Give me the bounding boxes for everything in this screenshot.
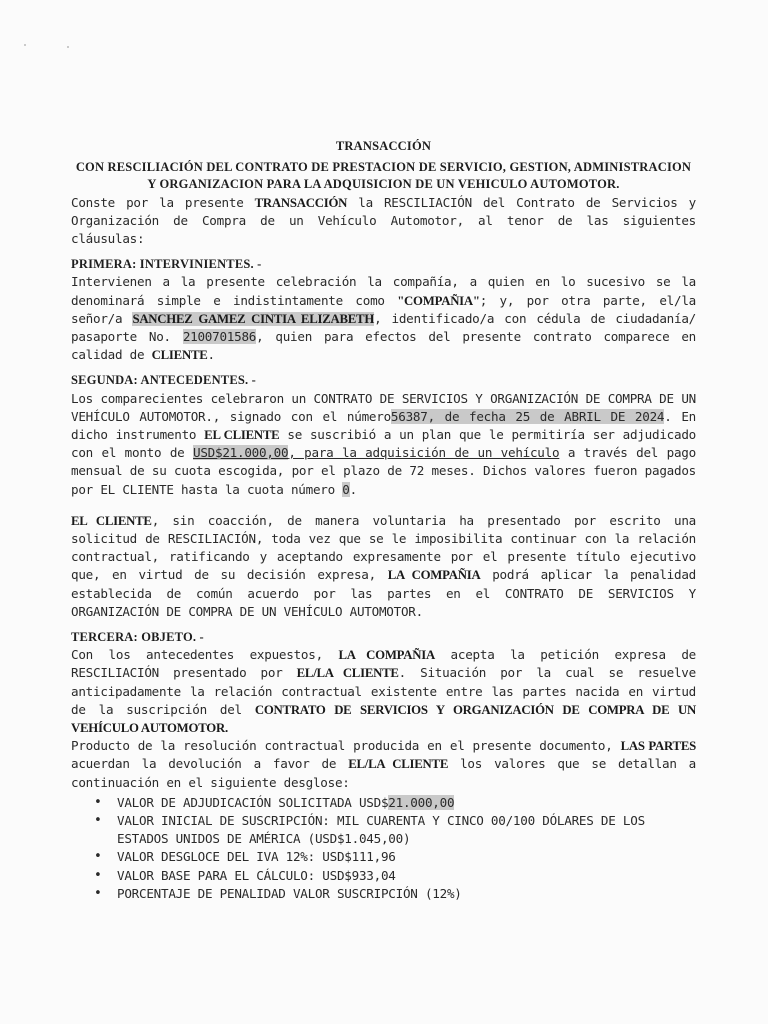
- scan-speck: [24, 44, 26, 46]
- cliente-paragraph: [71, 512, 696, 621]
- primera-text: .: [207, 347, 215, 363]
- primera-paragraph: [71, 273, 696, 364]
- cliente-bold: EL CLIENTE: [71, 513, 152, 528]
- segunda-text: Los comparecientes celebraron un CONTRATO DE SERVICIOS Y ORGANIZACIÓN DE COMPRA DE UN VEHÍCULO AUTOMOTOR., signado con el número: [71, 390, 696, 424]
- primera-text: Intervienen a la presente celebración la compañía, a quien en lo sucesivo se la denominará simple e indistintamente como: [71, 274, 696, 308]
- tercera-bold-partes: LAS PARTES: [620, 739, 696, 754]
- client-name-highlight: SANCHEZ GAMEZ CINTIA ELIZABETH: [132, 311, 375, 326]
- scan-speck: [67, 46, 69, 48]
- tercera-bold-cliente: EL/LA CLIENTE: [348, 757, 449, 772]
- primera-text: , identificado/a con cédula de ciudadanía/ pasaporte No.: [71, 310, 696, 344]
- section-heading-segunda: SEGUNDA: ANTECEDENTES. -: [71, 373, 257, 388]
- segunda-text: .: [349, 481, 357, 497]
- contract-number-highlight: 56387, de fecha 25 de ABRIL DE 2024: [390, 408, 665, 424]
- tercera-text: acuerdan la devolución a favor de: [71, 756, 349, 772]
- primera-text: , quien para efectos del presente contrato comparece en calidad de: [71, 328, 697, 363]
- tercera-text: acepta la petición expresa de RESCILIACIÓN presentado por: [71, 647, 696, 681]
- segunda-paragraph: [71, 390, 696, 499]
- section-heading-primera: PRIMERA: INTERVINIENTES. -: [71, 257, 262, 272]
- list-item: [71, 794, 696, 812]
- amount-highlight: USD$21.000,00: [193, 445, 289, 461]
- tercera-text: Con los antecedentes expuestos,: [71, 647, 339, 663]
- id-number-highlight: 2100701586: [182, 328, 257, 344]
- spacer: [71, 499, 696, 512]
- document-title: [71, 138, 696, 194]
- section-heading-tercera: TERCERA: OBJETO. -: [71, 629, 204, 644]
- intro-text: Conste por la presente: [71, 194, 255, 210]
- segunda-text: a través del pago mensual de su cuota escogida, por el plazo de 72 meses. Dichos valores fueron pagados por EL CLIENTE hasta la cuota número: [71, 445, 696, 497]
- list-item: • VALOR INICIAL DE SUSCRIPCIÓN: MIL CUARENTA Y CINCO 00/100 DÓLARES DE LOS ESTADOS UNIDOS DE AMÉRICA (USD$1.045,00): [71, 812, 696, 848]
- segunda-underlined: , para la adquisición de un vehículo: [288, 445, 560, 461]
- list-item: • PORCENTAJE DE PENALIDAD VALOR SUSCRIPCIÓN (12%): [71, 885, 696, 903]
- segunda-text: se suscribió a un plan que le permitiría ser adjudicado con el monto de: [71, 426, 696, 461]
- segunda-text: . En dicho instrumento: [71, 408, 696, 442]
- tercera-paragraph-2: [71, 737, 696, 792]
- tercera-bold: EL/LA CLIENTE: [296, 666, 399, 681]
- list-item-text: VALOR DE ADJUDICACIÓN SOLICITADA USD$: [117, 794, 389, 810]
- cliente-bold-compania: LA COMPAÑIA: [387, 568, 481, 583]
- tercera-bold-contrato: CONTRATO DE SERVICIOS Y ORGANIZACIÓN DE COMPRA DE UN VEHÍCULO AUTOMOTOR.: [71, 702, 696, 735]
- tercera-text: Producto de la resolución contractual producida en el presente documento,: [71, 738, 621, 754]
- title-line-2: CON RESCILIACIÓN DEL CONTRATO DE PRESTACION DE SERVICIO, GESTION, ADMINISTRACION Y ORGANIZACION PARA LA ADQUISICION DE UN VEHICULO AUTOMOTOR.: [75, 159, 692, 191]
- desglose-list: [71, 794, 696, 903]
- cliente-text: podrá aplicar la penalidad establecida de común acuerdo por las partes en el CONTRATO DE SERVICIOS Y ORGANIZACIÓN DE COMPRA DE UN VEHÍCULO AUTOMOTOR.: [71, 567, 697, 619]
- segunda-bold: EL CLIENTE: [204, 427, 280, 442]
- tercera-bold: LA COMPAÑIA: [338, 648, 436, 663]
- list-item: • VALOR DESGLOCE DEL IVA 12%: USD$111,96: [71, 848, 696, 866]
- primera-bold: "COMPAÑIA": [397, 293, 480, 308]
- primera-text: ; y, por otra parte, el/la señor/a: [71, 292, 696, 326]
- tercera-paragraph-1: [71, 646, 696, 737]
- adjudicacion-value-highlight: 21.000,00: [388, 794, 455, 810]
- document-body: [71, 138, 696, 903]
- intro-text: la RESCILIACIÓN del Contrato de Servicios y Organización de Compra de un Vehículo Automotor, al tenor de las siguientes cláusulas:: [71, 194, 696, 246]
- tercera-text: los valores que se detallan a continuación en el siguiente desglose:: [71, 756, 696, 790]
- tercera-text: . Situación por la cual se resuelve anticipadamente la relación contractual existente entre las partes nacida en virtud de la suscripción del: [71, 665, 696, 717]
- title-line-1: TRANSACCIÓN: [335, 139, 432, 153]
- intro-bold-transaccion: TRANSACCIÓN: [254, 195, 348, 210]
- primera-bold-cliente: CLIENTE: [151, 348, 208, 363]
- list-item: • VALOR BASE PARA EL CÁLCULO: USD$933,04: [71, 867, 696, 885]
- intro-paragraph: [71, 194, 696, 249]
- cliente-text: , sin coacción, de manera voluntaria ha presentado por escrito una solicitud de RESCILIACIÓN, toda vez que se le imposibilita continuar con la relación contractual, ratificando y aceptando expresamente por el presente título ejecutivo que, en virtud de su decisión expresa,: [71, 512, 697, 583]
- quota-highlight: 0: [342, 481, 350, 497]
